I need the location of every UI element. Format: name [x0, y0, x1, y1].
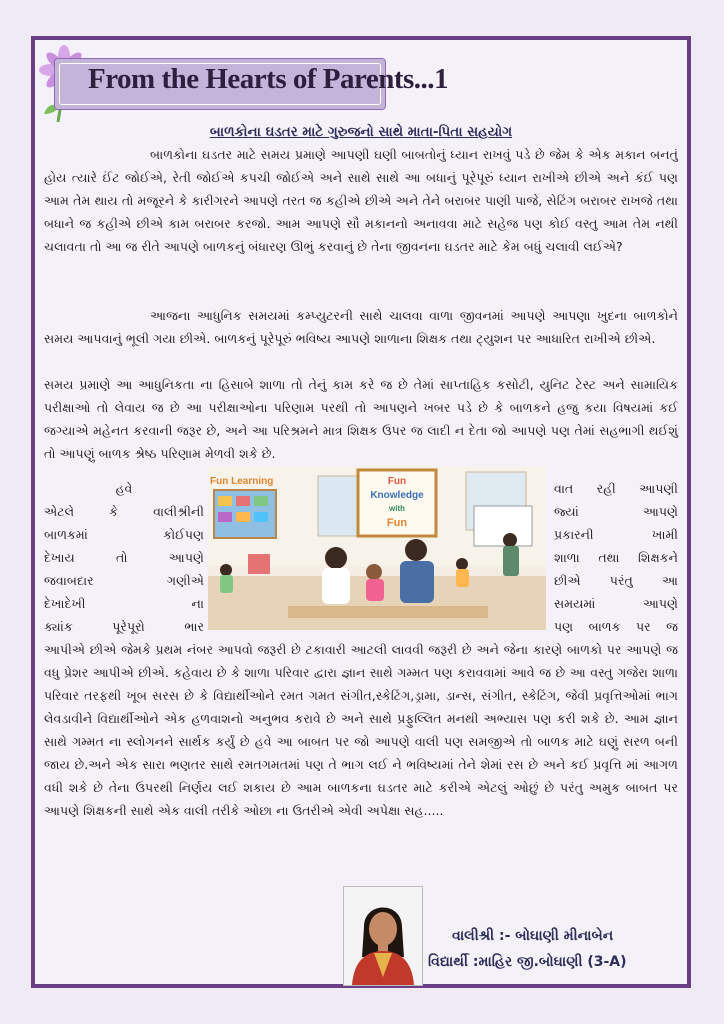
left-line: હવે: [115, 481, 133, 496]
left-line: બાળકમાં કોઈપણ: [44, 527, 204, 542]
parent-photo: [343, 886, 423, 986]
right-line: સમયમાં આપણે: [554, 596, 678, 611]
board-text: Fun: [387, 476, 407, 487]
board-text: Knowledge: [370, 490, 424, 501]
right-line: જ્યાં આપણે: [554, 504, 678, 519]
right-column: [554, 477, 678, 638]
left-line: જવાબદાર ગણીએ: [44, 573, 204, 588]
left-column: [44, 477, 204, 638]
title-banner: [54, 58, 449, 110]
article-heading: બાળકોના ઘડતર માટે ગુરુજનો સાથે માતા-પિતા સહયોગ: [209, 124, 513, 140]
board-text: with: [389, 504, 405, 513]
right-line: શાળા તથા શિક્ષકને: [554, 550, 678, 565]
right-line: છીએ પરંતુ આ: [554, 573, 678, 588]
student-name: વિદ્યાર્થી :માહિર જી.બોઘાણી (3-A): [428, 954, 627, 970]
left-line: દેખાદેખી ના: [44, 596, 204, 611]
right-line: પ્રકારની ખામી: [554, 527, 678, 542]
left-line: એટલે કે વાલીશ્રીની: [44, 504, 204, 519]
classroom-illustration: [208, 466, 546, 630]
board-text: Fun: [386, 517, 408, 529]
paragraph-3: સમય પ્રમાણે આ આધુનિકતા ના હિસાબે શાળા તો તેનું કામ કરે જ છે તેમાં સાપ્તાહિક કસોટી, યુનિટ ટેસ્ટ અને સામાયિક પરીક્ષાઓ તો લેવાય જ છે આ પરીક્ષાઓના પરિણામ પરથી તો આપણને ખબર પડે છે કે બાળકને હજુ કયા વિષયમાં કઈ જગ્યાએ મહેનત કરવાની જરૂર છે, અને આ પરિશ્રમને માત્ર શિક્ષક ઉપર જ લાદી ન દેતા જો આપણે પણ તેમાં સહભાગી થઈશું તો આપણું બાળક શ્રેષ્ઠ પરિણામ મેળવી શકે છે.: [44, 377, 678, 461]
right-line: વાત રહી આપણી: [554, 481, 678, 496]
paragraph-4: આપીએ છીએ જેમકે પ્રથમ નંબર આપવો જરૂરી છે ટકાવારી આટલી લાવવી જરૂરી છે અને જેના કારણે બાળકો પર આપણે જ વધુ પ્રેશર આપીએ છીએ. કહેવાય છે કે શાળા પરિવાર દ્વારા જ્ઞાન સાથે ગમ્મત પણ કરાવવામાં આવે જ છે આ વસ્તુ ગજેરા શાળા પરિવાર તરફથી ખૂબ સરસ છે કે વિદ્યાર્થીઓને રમત ગમત સંગીત,સ્કેટિંગ,ડ્રામા, ડાન્સ, સંગીત, સ્કેટિંગ, જેવી પ્રવૃત્તિઓમાં ભાગ લેવડાવીને વિદ્યાર્થીઓને એક હળવાશનો અનુભવ કરાવે છે અને સાથે પ્રફુલ્લિત મનથી અભ્યાસ પણ કરી શકે છે. આમ જ્ઞાન સાથે ગમ્મત ના સ્લોગનને સાર્થક કર્યું છે હવે આ બાબત પર જો આપણે વાલી પણ સમજીએ તો બાળક માટે ઘણું સરળ બની જાય છે.અને એક સારા ભણતર સાથે રમતગમતમાં પણ તે ભાગ લઈ ને ભવિષ્યમાં તેને શેમાં રસ છે અને કઈ પ્રવૃત્તિ માં આગળ વધી શકે છે તેના ઉપરથી નિર્ણય લઈ શકાય છે આમ બાળકના ઘડતર માટે કરીએ એટલું ઓછું છે પરંતુ અમુક બાબત પર આપણે શિક્ષકની સાથે એક વાલી તરીકે ઓછા ના ઉતરીએ એવી અપેક્ષા સહ.....: [44, 642, 678, 818]
paragraph-1: બાળકોના ઘડતર માટે સમય પ્રમાણે આપણી ઘણી બાબતોનું ધ્યાન રાખવું પડે છે જેમ કે એક મકાન બનતું હોય ત્યારે ઈંટ જોઈએ, રેતી જોઈએ કપચી જોઈએ અને સાથે સાથે આ બધાનું પૂરેપૂરું ધ્યાન રાખીએ છીએ અને કંઈ પણ આમ તેમ થાય તો મજૂરને કે કારીગરને આપણે તરત જ કહીએ છીએ અને તેને બરાબર પાણી પાજે, સેટિંગ બરાબર રાખજે તથા બધાને જ કહીએ છીએ કામ બરાબર કરજો. આમ આપણે સૌ મકાનનો અનાવવા માટે સહેજ પણ કોઈ વસ્તુ આમ તેમ નથી ચલાવતા તો આ જ રીતે આપણે બાળકનું બંધારણ ઊભું કરવાનું છે તેના જીવનના ઘડતર માટે કેમ બધું ચલાવી લઈએ?: [44, 147, 678, 254]
right-line: પણ બાળક પર જ: [554, 619, 678, 634]
left-line: ક્યાંક પૂરેપૂરો ભાર: [44, 619, 204, 634]
page-title: From the Hearts of Parents...1: [88, 63, 449, 95]
parent-name: વાલીશ્રી :- બોઘાણી મીનાબેન: [452, 928, 614, 944]
paragraph-2: આજના આધુનિક સમયમાં કમ્પ્યુટરની સાથે ચાલવા વાળા જીવનમાં આપણે આપણા ખુદના બાળકોને સમય આપવાનું ભૂલી ગયા છીએ. બાળકનું પૂરેપૂરું ભવિષ્ય આપણે શાળાના શિક્ષક તથા ટ્યુશન પર આધારિત રાખીએ છીએ.: [44, 308, 678, 346]
fun-learning-sign: Fun Learning: [210, 476, 274, 487]
left-line: દેખાય તો આપણે: [44, 550, 204, 565]
